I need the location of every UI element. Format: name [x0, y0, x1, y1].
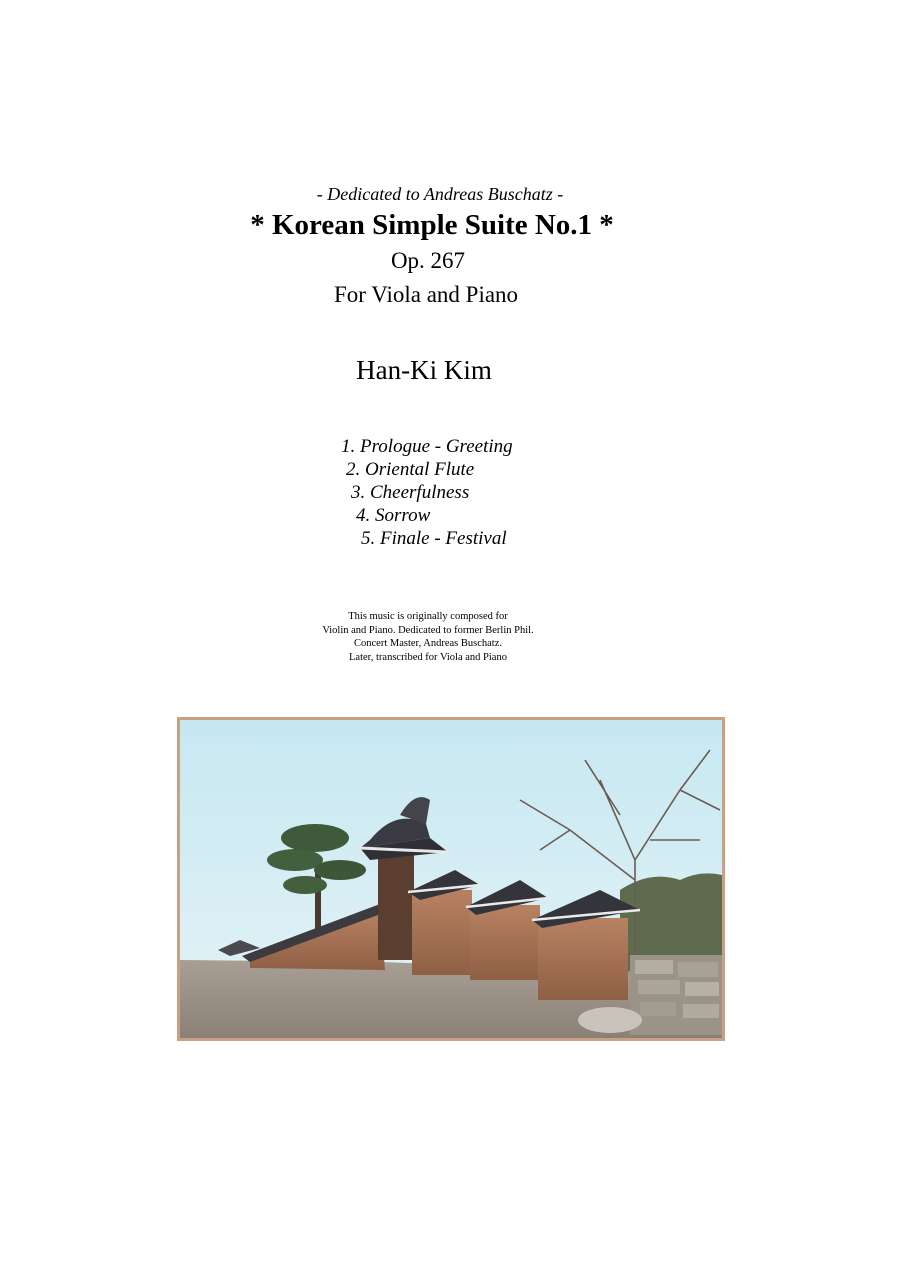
note-line: Later, transcribed for Viola and Piano [349, 651, 507, 663]
note-line: Violin and Piano. Dedicated to former Berlin Phil. [322, 624, 534, 636]
photo-illustration [180, 720, 722, 1038]
movement-item: 4. Sorrow [356, 505, 431, 526]
movement-item: 5. Finale - Festival [361, 528, 507, 549]
movement-item: 2. Oriental Flute [346, 459, 475, 480]
dedication: - Dedicated to Andreas Buschatz - [316, 184, 564, 204]
instrumentation: For Viola and Piano [333, 282, 519, 307]
composer-name: Han-Ki Kim [356, 355, 492, 385]
transcription-note [0, 610, 878, 664]
opus-number: Op. 267 [390, 248, 466, 273]
note-line: Concert Master, Andreas Buschatz. [354, 638, 502, 649]
cover-photo-korean-wall [177, 717, 725, 1041]
suite-title: * Korean Simple Suite No.1 * [250, 209, 614, 241]
note-line: This music is originally composed for [348, 611, 508, 622]
movement-item: 3. Cheerfulness [351, 482, 470, 503]
movement-item: 1. Prologue - Greeting [341, 436, 513, 457]
